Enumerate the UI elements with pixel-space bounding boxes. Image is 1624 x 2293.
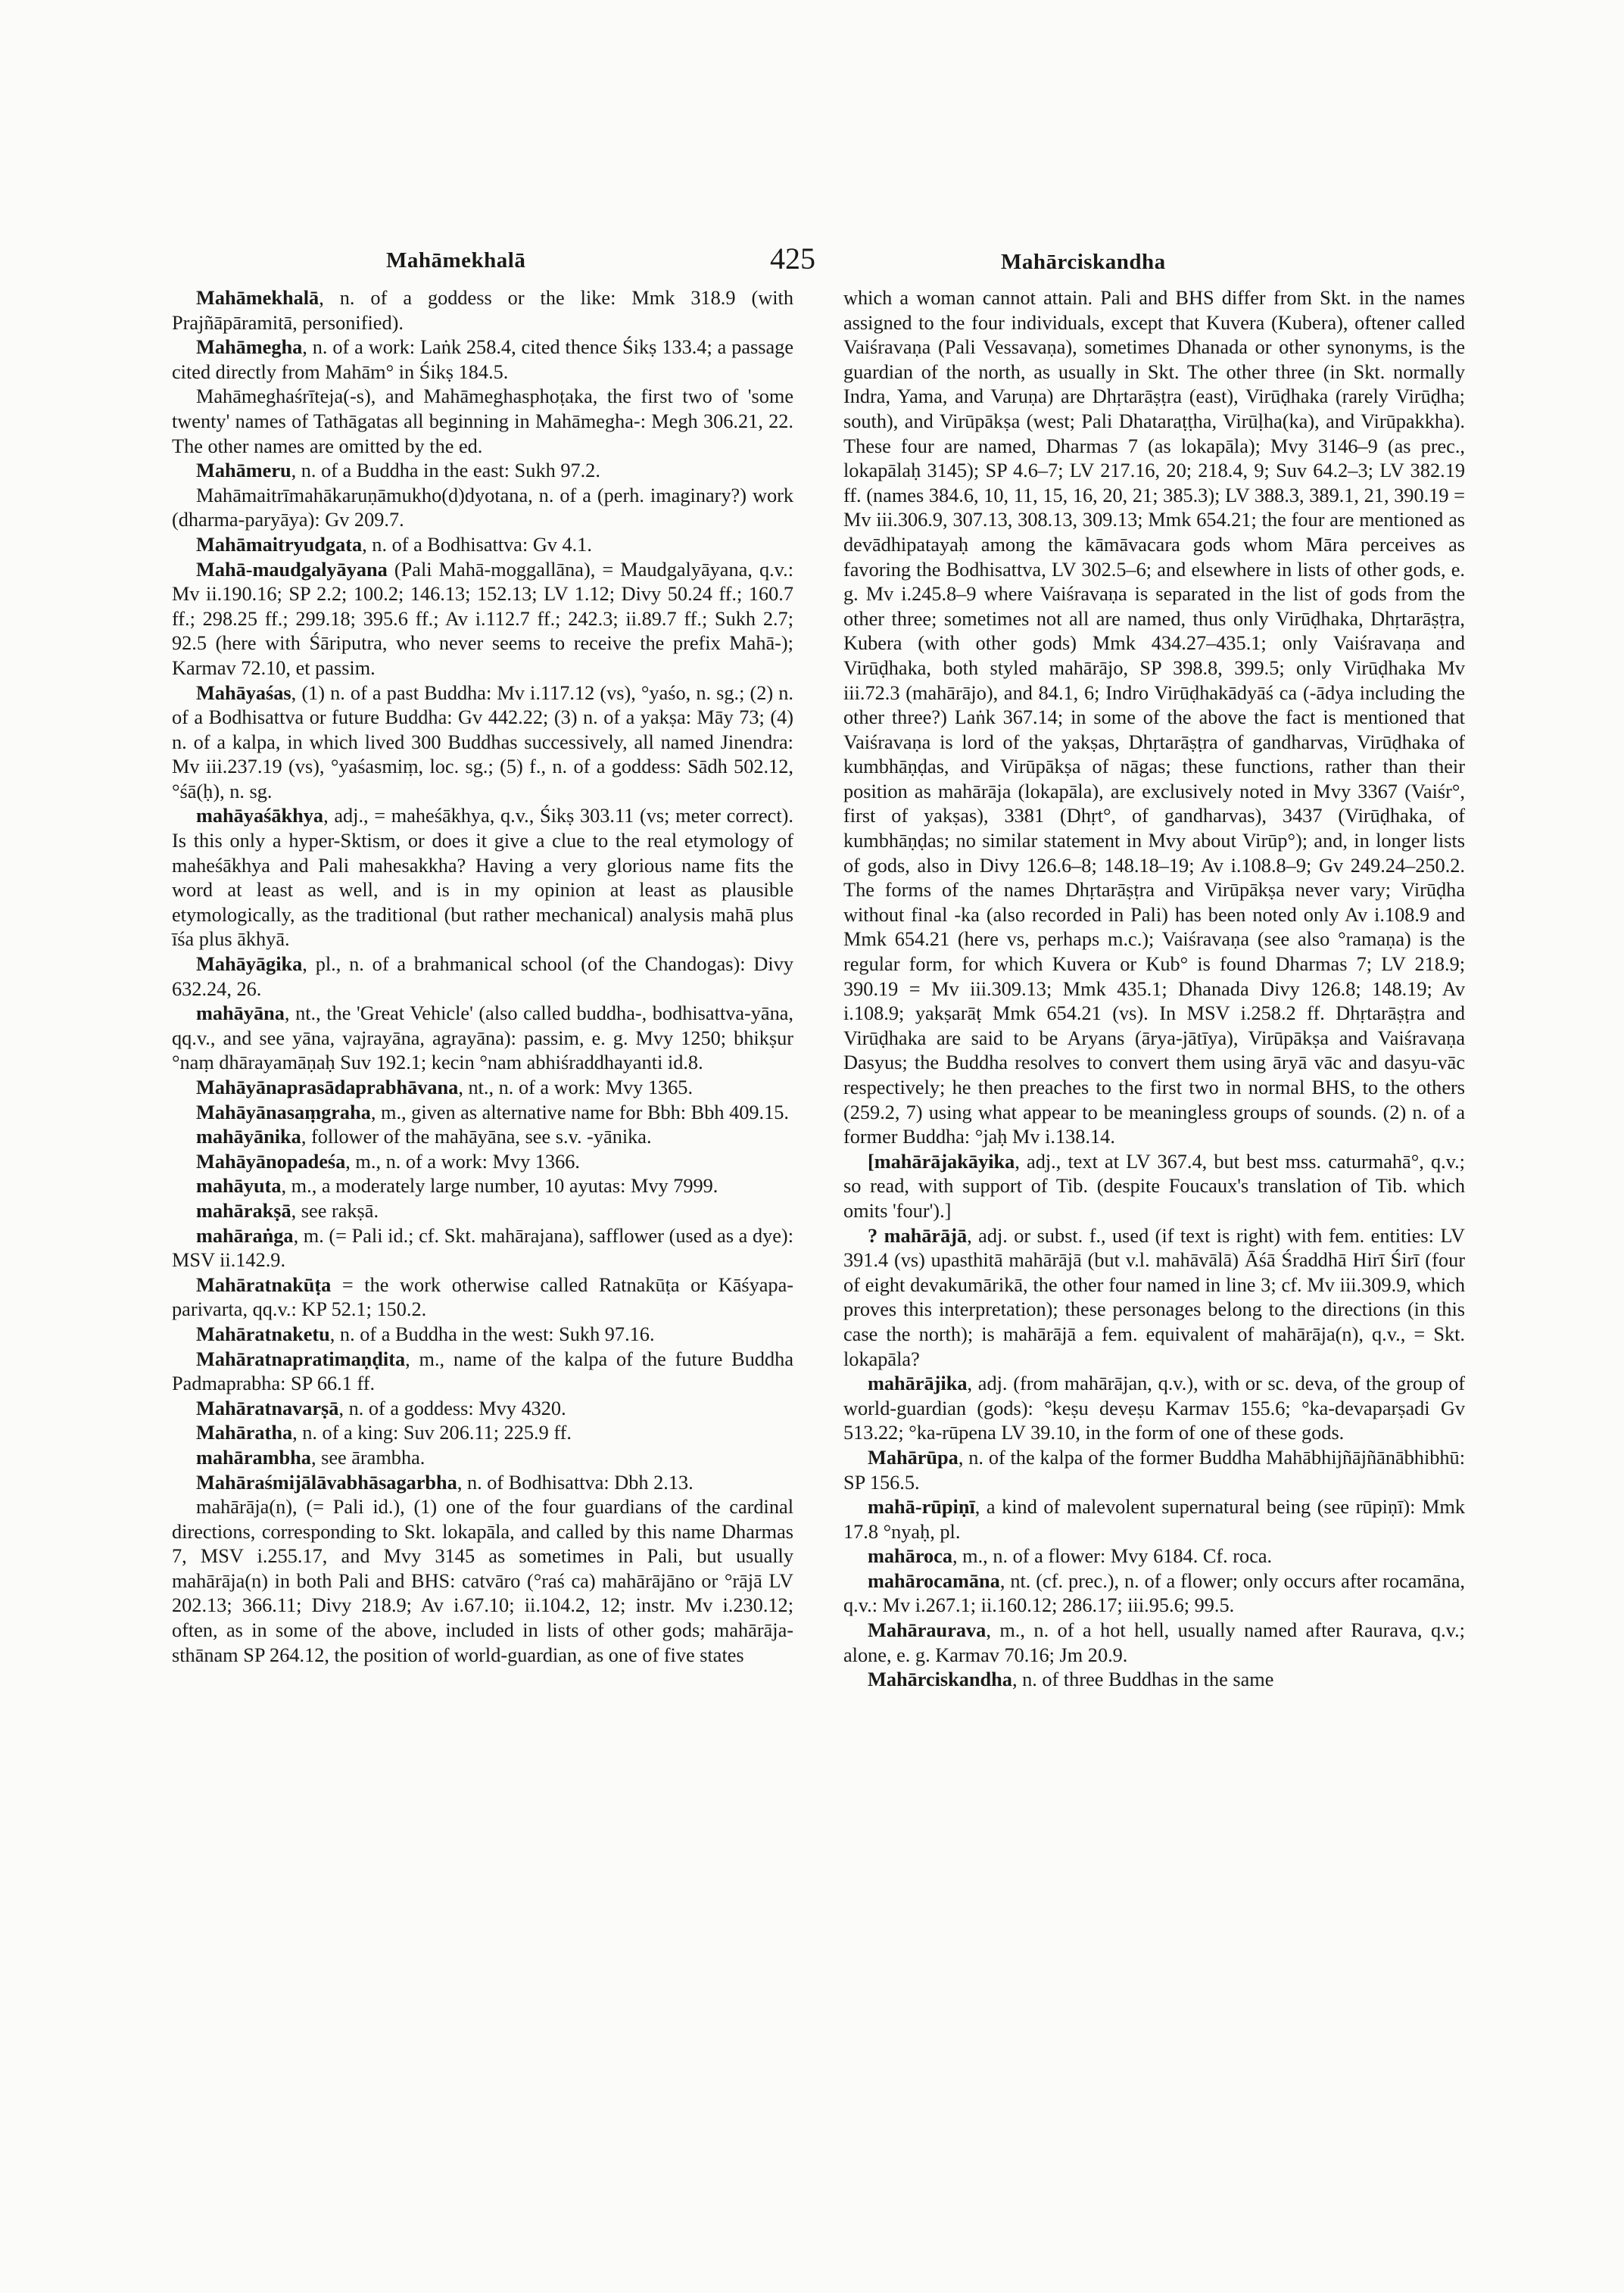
dictionary-entry: ? mahārājā, adj. or subst. f., used (if text is right) with fem. entities: LV 391.4 (vs) upasthitā mahārājā (but v.l. mahāvālā) Āśā Śraddhā Hirī Śirī (four of eight devakumārikā, the other four named in line 3; cf. Mv iii.309.9, which proves this interpretation); these personages belong to the directions (in this case the north); is mahārājā a fem. equivalent of mahārāja(n), q.v., = Skt. lokapāla? xyxy=(843,1224,1466,1370)
dictionary-entry: mahārocamāna, nt. (cf. prec.), n. of a flower; only occurs after rocamāna, q.v.: Mv i.267.1; ii.160.12; 286.17; iii.95.6; 99.5. xyxy=(843,1569,1465,1617)
dictionary-entry: Mahāyaśas, (1) n. of a past Buddha: Mv i.117.12 (vs), °yaśo, n. sg.; (2) n. of a Bodhisattva or future Buddha: Gv 442.22; (3) n. of a yakṣa: Māy 73; (4) n. of a kalpa, in which lived 300 Buddhas successively, all named Jinendra: Mv iii.237.19 (vs), °yaśasmiṃ, loc. sg.; (5) f., n. of a goddess: Sādh 502.12, °śā(ḥ), n. sg. xyxy=(172,681,793,802)
dictionary-entry: Mahāyānopadeśa, m., n. of a work: Mvy 1366. xyxy=(196,1150,580,1173)
dictionary-entry: Mahāraśmijālāvabhāsagarbha, n. of Bodhisattva: Dbh 2.13. xyxy=(196,1471,694,1494)
dictionary-entry: mahārājika, adj. (from mahārājan, q.v.), with or sc. deva, of the group of world-guardian (gods): °keṣu deveṣu Karmav 155.6; °ka-devaparṣadi Gv 513.22; °ka-rūpena LV 39.10, in the form of one of these gods. xyxy=(843,1372,1465,1444)
dictionary-entry: Mahāratnaketu, n. of a Buddha in the west: Sukh 97.16. xyxy=(196,1323,655,1345)
dictionary-entry: mahāyānika, follower of the mahāyāna, see s.v. -yānika. xyxy=(196,1126,652,1148)
dictionary-entry: mahārakṣā, see rakṣā. xyxy=(196,1199,379,1222)
dictionary-entry: Mahāraurava, m., n. of a hot hell, usually named after Raurava, q.v.; alone, e. g. Karmav 70.16; Jm 20.9. xyxy=(843,1619,1465,1666)
dictionary-entry: [mahārājakāyika, adj., text at LV 367.4, but best mss. caturmahā°, q.v.; so read, with support of Tib. (despite Foucaux's translation of Tib. which omits 'four').] xyxy=(843,1150,1465,1222)
dictionary-entry: Mahāmaitryudgata, n. of a Bodhisattva: Gv 4.1. xyxy=(196,533,592,556)
dictionary-entry: Mahāratnapratimaṇḍita, m., name of the kalpa of the future Buddha Padmaprabha: SP 66.1 ff. xyxy=(172,1347,793,1395)
dictionary-entry: mahāyaśākhya, adj., = maheśākhya, q.v., Śikṣ 303.11 (vs; meter correct). Is this only a hyper-Sktism, or does it give a clue to the real etymology of maheśākhya and Pali mahesakkha? Having a very glorious name fits the word at least as well, and is in my opinion at least as plausible etymologically, as the traditional (but rather mechanical) analysis mahā plus īśa plus ākhyā. xyxy=(172,805,793,951)
dictionary-entry: mahārambha, see ārambha. xyxy=(196,1446,425,1469)
dictionary-entry: Mahārūpa, n. of the kalpa of the former Buddha Mahābhijñājñānābhibhū: SP 156.5. xyxy=(843,1446,1465,1494)
dictionary-entry: Mahāmegha, n. of a work: Laṅk 258.4, cited thence Śikṣ 133.4; a passage cited directly from Mahām° in Śikṣ 184.5. xyxy=(172,336,793,383)
dictionary-entry: mahārāja(n), (= Pali id.), (1) one of the four guardians of the cardinal directions, corresponding to Skt. lokapāla, and called by this name Dharmas 7, MSV i.255.17, and Mvy 3145 as sometimes in Pali, but usually mahārāja(n) in both Pali and BHS: catvāro (°raś ca) mahārājāno or °rājā LV 202.13; 366.11; Divy 218.9; Av i.67.10; ii.104.2, 12; instr. Mv i.230.12; often, as in some of the above, included in lists of other gods; mahārāja-sthānam SP 264.12, the position of world-guardian, as one of five states xyxy=(172,1496,793,1666)
dictionary-entry: Mahāmaitrīmahākaruṇāmukho(d)dyotana, n. of a (perh. imaginary?) work (dharma-paryāya): Gv 209.7. xyxy=(172,484,793,531)
right-column xyxy=(843,286,1465,1693)
running-head-left: Mahāmekhalā xyxy=(386,248,526,273)
dictionary-entry: Mahāyānaprasādaprabhāvana, nt., n. of a work: Mvy 1365. xyxy=(196,1076,694,1098)
dictionary-entry: Mahā-maudgalyāyana (Pali Mahā-moggallāna), = Maudgalyāyana, q.v.: Mv ii.190.16; SP 2.2; 100.2; 146.13; 152.13; LV 1.12; Divy 50.24 ff.; 160.7 ff.; 298.25 ff.; 299.18; 395.6 ff.; Av i.112.7 ff.; 242.3; ii.89.7 ff.; Sukh 2.7; 92.5 (here with Śāriputra, who never seems to receive the prefix Mahā-); Karmav 72.10, et passim. xyxy=(172,558,793,679)
dictionary-entry: mahāyāna, nt., the 'Great Vehicle' (also called buddha-, bodhisattva-yāna, qq.v., and see yāna, vajrayāna, agrayāna): passim, e. g. Mvy 1250; bhikṣur °naṃ dhārayamāṇaḥ Suv 192.1; kecin °nam abhiśraddhayanti id.8. xyxy=(172,1002,793,1074)
dictionary-entry: Mahāyāgika, pl., n. of a brahmanical school (of the Chandogas): Divy 632.24, 26. xyxy=(172,953,793,1000)
running-head-right: Mahārciskandha xyxy=(1001,250,1166,274)
page-header xyxy=(0,241,1624,279)
dictionary-entry: Mahāyānasaṃgraha, m., given as alternative name for Bbh: Bbh 409.15. xyxy=(196,1101,789,1123)
dictionary-entry: Mahāratnakūṭa = the work otherwise called Ratnakūṭa or Kāśyapa-parivarta, qq.v.: KP 52.1; 150.2. xyxy=(172,1273,793,1321)
left-column xyxy=(172,286,793,1668)
dictionary-entry: mahāyuta, m., a moderately large number, 10 ayutas: Mvy 7999. xyxy=(196,1175,718,1198)
dictionary-entry: mahā-rūpiṇī, a kind of malevolent supernatural being (see rūpiṇī): Mmk 17.8 °nyaḥ, pl. xyxy=(843,1496,1465,1543)
page-number: 425 xyxy=(770,241,815,276)
dictionary-entry: mahāraṅga, m. (= Pali id.; cf. Skt. mahārajana), safflower (used as a dye): MSV ii.142.9. xyxy=(172,1224,793,1272)
dictionary-entry: which a woman cannot attain. Pali and BHS differ from Skt. in the names assigned to the four individuals, except that Kuvera (Kubera), oftener called Vaiśravaṇa (Pali Vessavaṇa), sometimes Dhanada or other synonyms, is the guardian of the north, as usually in Skt. The other three (in Skt. normally Indra, Yama, and Varuṇa) are Dhṛtarāṣṭra (east), Virūḍhaka (rarely Virūḍha; south), and Virūpākṣa (west; Pali Dhataraṭṭha, Virūḷha(ka), and Virūpakkha). These four are named, Dharmas 7 (as lokapāla); Mvy 3146–9 (as prec., lokapālaḥ 3145); SP 4.6–7; LV 217.16, 20; 218.4, 9; Suv 64.2–3; LV 382.19 ff. (names 384.6, 10, 11, 15, 16, 20, 21; 385.3); LV 388.3, 389.1, 21, 390.19 = Mv iii.306.9, 307.13, 308.13, 309.13; Mmk 654.21; the four are mentioned as devādhipatayaḥ among the kāmāvacara gods whom Māra perceives as favoring the Bodhisattva, LV 302.5–6; and elsewhere in lists of other gods, e. g. Mv i.245.8–9 where Vaiśravaṇa is separated in the list of gods from the other three; sometimes not all are named, thus only Virūḍhaka, Dhṛtarāṣṭra, Kubera (with other gods) Mmk 434.27–435.1; only Vaiśravaṇa and Virūḍhaka, both styled mahārājo, SP 398.8, 399.5; only Virūḍhaka Mv iii.72.3 (mahārājo), and 84.1, 6; Indro Virūḍhakādyāś ca (-ādya including the other three?) Laṅk 367.14; in some of the above the fact is mentioned that Vaiśravaṇa is lord of the yakṣas, Dhṛtarāṣṭra of gandharvas, Virūḍhaka of kumbhāṇḍas, and Virūpākṣa of nāgas; these functions, rather than their position as mahārāja (lokapāla), are exclusively noted in Mvy 3367 (Vaiśr°, first of yakṣas), 3381 (Dhṛt°, of gandharvas), 3437 (Virūḍhaka, of kumbhāṇḍas; no similar statement in Mvy about Virūp°); and, in longer lists of gods, also in Divy 126.6–8; 148.18–19; Av i.108.8–9; Gv 249.24–250.2. The forms of the names Dhṛtarāṣṭra and Virūpākṣa never vary; Virūḍha without final -ka (also recorded in Pali) has been noted only Av i.108.9 and Mmk 654.21 (here vs, perhaps m.c.); Vaiśravaṇa (see also °ramaṇa) is the regular form, for which Kuvera or Kub° is found Dharmas 7; LV 218.9; 390.19 = Mv iii.309.13; Mmk 435.1; Dhanada Divy 126.8; 148.19; Av i.108.9; yakṣarāṭ Mmk 654.21 (vs). In MSV i.258.2 ff. Dhṛtarāṣṭra and Virūḍhaka are said to be Aryans (ārya-jātīya), Virūpākṣa and Vaiśravaṇa Dasyus; the Buddha resolves to convert them using āryā vāc and dasyu-vāc respectively; he then preaches to the first two in normal BHS, to the others (259.2, 7) using what appear to be meaningless groups of sounds. (2) n. of a former Buddha: °jaḥ Mv i.138.14. xyxy=(843,287,1465,1148)
dictionary-entry: mahāroca, m., n. of a flower: Mvy 6184. Cf. roca. xyxy=(868,1545,1273,1568)
dictionary-entry: Mahāmeghaśrīteja(-s), and Mahāmeghasphoṭaka, the first two of 'some twenty' names of Tathāgatas all beginning in Mahāmegha-: Megh 306.21, 22. The other names are omitted by the ed. xyxy=(172,385,793,457)
dictionary-entry: Mahāmekhalā, n. of a goddess or the like: Mmk 318.9 (with Prajñāpāramitā, personified). xyxy=(172,287,793,334)
dictionary-entry: Mahārciskandha, n. of three Buddhas in the same xyxy=(868,1668,1274,1691)
dictionary-entry: Mahāratnavarṣā, n. of a goddess: Mvy 4320. xyxy=(196,1397,566,1419)
dictionary-entry: Mahāratha, n. of a king: Suv 206.11; 225.9 ff. xyxy=(196,1422,572,1444)
dictionary-entry: Mahāmeru, n. of a Buddha in the east: Sukh 97.2. xyxy=(196,460,600,482)
